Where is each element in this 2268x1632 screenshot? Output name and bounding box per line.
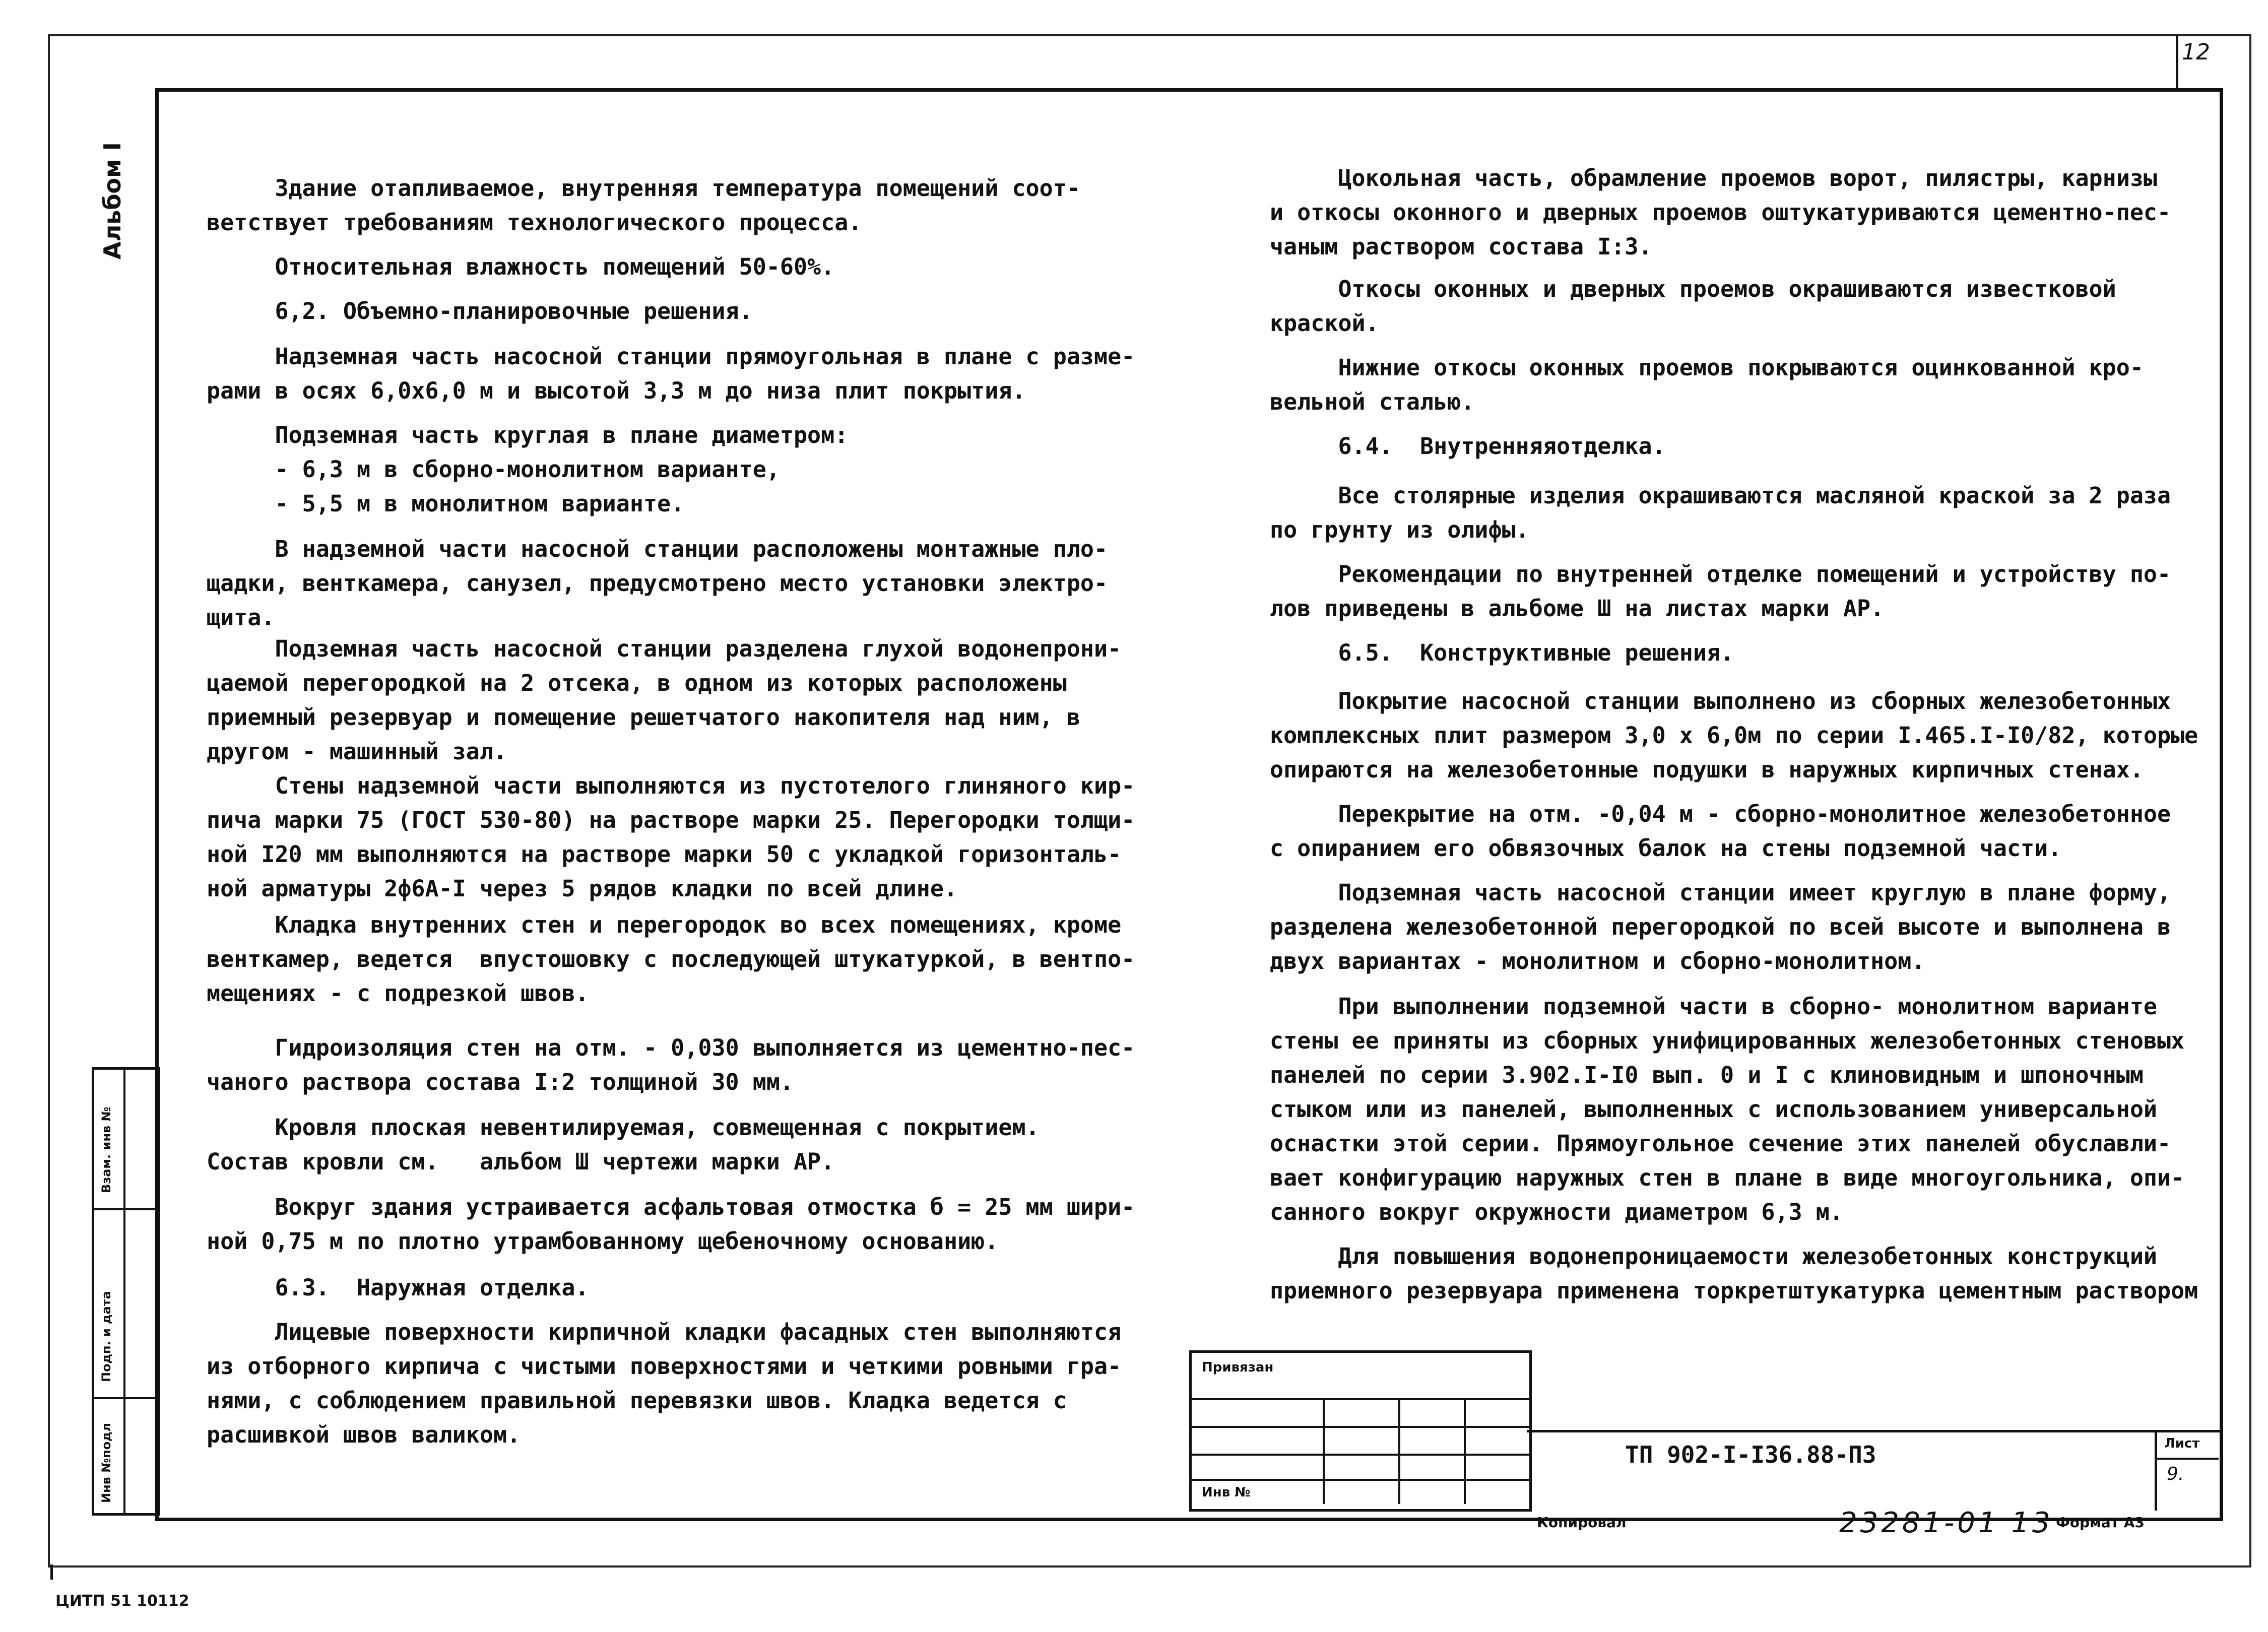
- paragraph: Нижние откосы оконных проемов покрываются оцинкованной кро- вельной сталью.: [1270, 354, 2144, 415]
- paragraph: Подземная часть круглая в плане диаметром: - 6,3 м в сборно-монолитном варианте, - 5,5 м в монолитном варианте.: [275, 422, 849, 517]
- section-heading: 6.5. Конструктивные решения.: [1270, 639, 1734, 666]
- binding-label: Привязан: [1202, 1360, 1274, 1375]
- paragraph: Перекрытие на отм. -0,04 м - сборно-монолитное железобетонное с опиранием его обвязочных балок на стены подземной части.: [1270, 801, 2171, 862]
- paragraph: Надземная часть насосной станции прямоугольная в плане с разме- рами в осях 6,0х6,0 м и высотой 3,3 м до низа плит покрытия.: [207, 343, 1135, 404]
- paragraph: При выполнении подземной части в сборно- монолитном варианте стены ее приняты из сборных унифицированных железобетонных стеновых панелей по серии 3.902.I-I0 вып. 0 и I с клиновидным и шпоночным стыком или из панелей, выполненных с использованием универсальной оснастки этой серии. Прямоугольное сечение этих панелей обуславли- вает конфигурацию наружных стен в плане в виде многоугольника, опи- санного вокруг окружности диаметром 6,3 м.: [1270, 993, 2185, 1225]
- side-stamp-sign-label: Подп. и дата: [99, 1291, 113, 1382]
- paragraph: Стены надземной части выполняются из пустотелого глиняного кир- пича марки 75 (ГОСТ 530-80) на растворе марки 25. Перегородки толщи- ной I20 мм выполняются на растворе марки 50 с укладкой горизонталь- ной арматуры 2ф6А-I через 5 рядов кладки по всей длине.: [207, 772, 1135, 902]
- paragraph: Относительная влажность помещений 50-60%.: [207, 253, 835, 280]
- paragraph: Откосы оконных и дверных проемов окрашиваются известковой краской.: [1270, 276, 2116, 337]
- paragraph: Здание отапливаемое, внутренняя температура помещений соот- ветствует требованиям технологического процесса.: [207, 175, 1080, 236]
- paragraph: Подземная часть насосной станции имеет круглую в плане форму, разделена железобетонной перегородкой по всей высоте и выполнена в двух вариантах - монолитном и сборно-монолитном.: [1270, 879, 2171, 974]
- paragraph: Покрытие насосной станции выполнено из сборных железобетонных комплексных плит размером 3,0 х 6,0м по серии I.465.I-I0/82, которые опираются на железобетонные подушки в наружных кирпичных стенах.: [1270, 688, 2198, 783]
- paragraph: Кровля плоская невентилируемая, совмещенная с покрытием. Состав кровли см. альбом Ш чертежи марки АР.: [207, 1114, 1040, 1175]
- section-heading: 6.3. Наружная отделка.: [207, 1274, 589, 1301]
- paragraph: Рекомендации по внутренней отделке помещений и устройству по- лов приведены в альбоме Ш на листах марки АР.: [1270, 561, 2171, 622]
- side-stamp-replace-label: Взам. инв №: [99, 1106, 113, 1193]
- paragraph: В надземной части насосной станции расположены монтажные пло- щадки, венткамера, санузел, предусмотрено место установки электро- щита.: [207, 536, 1108, 631]
- document-code: ТП 902-I-I36.88-ПЗ: [1625, 1441, 1876, 1468]
- paragraph: Лицевые поверхности кирпичной кладки фасадных стен выполняются из отборного кирпича с чистыми поверхностями и четкими ровными гра- нями, с соблюдением правильной перевязки швов. Кладка ведется с расшивкой швов валиком.: [207, 1319, 1122, 1448]
- section-heading: 6.4. Внутренняяотделка.: [1270, 433, 1666, 460]
- sheet-label: Лист: [2164, 1436, 2200, 1451]
- title-block-top-line: [1527, 1430, 2220, 1432]
- citp-code: ЦИТП 51 10112: [55, 1592, 189, 1610]
- binding-stamp: [1189, 1350, 1532, 1512]
- paragraph: Вокруг здания устраивается асфальтовая отмостка б = 25 мм шири- ной 0,75 м по плотно утрамбованному щебеночному основанию.: [207, 1194, 1135, 1255]
- edge-tick: [50, 1564, 53, 1580]
- side-stamp: [92, 1067, 160, 1516]
- side-stamp-inv-label: Инв №подл: [99, 1422, 113, 1503]
- sheet-number: 9.: [2167, 1464, 2184, 1484]
- section-heading: 6,2. Объемно-планировочные решения.: [207, 298, 753, 324]
- album-label: Альбом I: [99, 142, 126, 259]
- copied-by-label: Копировал: [1537, 1514, 1627, 1531]
- paragraph: Кладка внутренних стен и перегородок во всех помещениях, кроме венткамер, ведется впустошовку с последующей штукатуркой, в вентпо- мещениях - с подрезкой швов.: [207, 911, 1135, 1007]
- paragraph: Подземная часть насосной станции разделена глухой водонепрони- цаемой перегородкой на 2 отсека, в одном из которых расположены приемный резервуар и помещение решетчатого накопителя над ним, в другом - машинный зал.: [207, 635, 1122, 765]
- paragraph: Все столярные изделия окрашиваются масляной краской за 2 раза по грунту из олифы.: [1270, 482, 2171, 543]
- paragraph: Цокольная часть, обрамление проемов ворот, пилястры, карнизы и откосы оконного и дверных проемов оштукатуриваются цементно-пес- чаным раствором состава I:3.: [1270, 165, 2171, 260]
- page-number: 12: [2182, 39, 2210, 65]
- paragraph: Для повышения водонепроницаемости железобетонных конструкций приемного резервуара применена торкретштукатурка цементным раствором: [1270, 1243, 2198, 1304]
- paragraph: Гидроизоляция стен на отм. - 0,030 выполняется из цементно-пес- чаного раствора состава I:2 толщиной 30 мм.: [207, 1034, 1135, 1095]
- inventory-label: Инв №: [1202, 1485, 1251, 1500]
- handwritten-number: 23281-01 13: [1839, 1507, 2053, 1539]
- format-label: Формат А3: [2056, 1514, 2145, 1531]
- sheet-box: [2155, 1430, 2219, 1511]
